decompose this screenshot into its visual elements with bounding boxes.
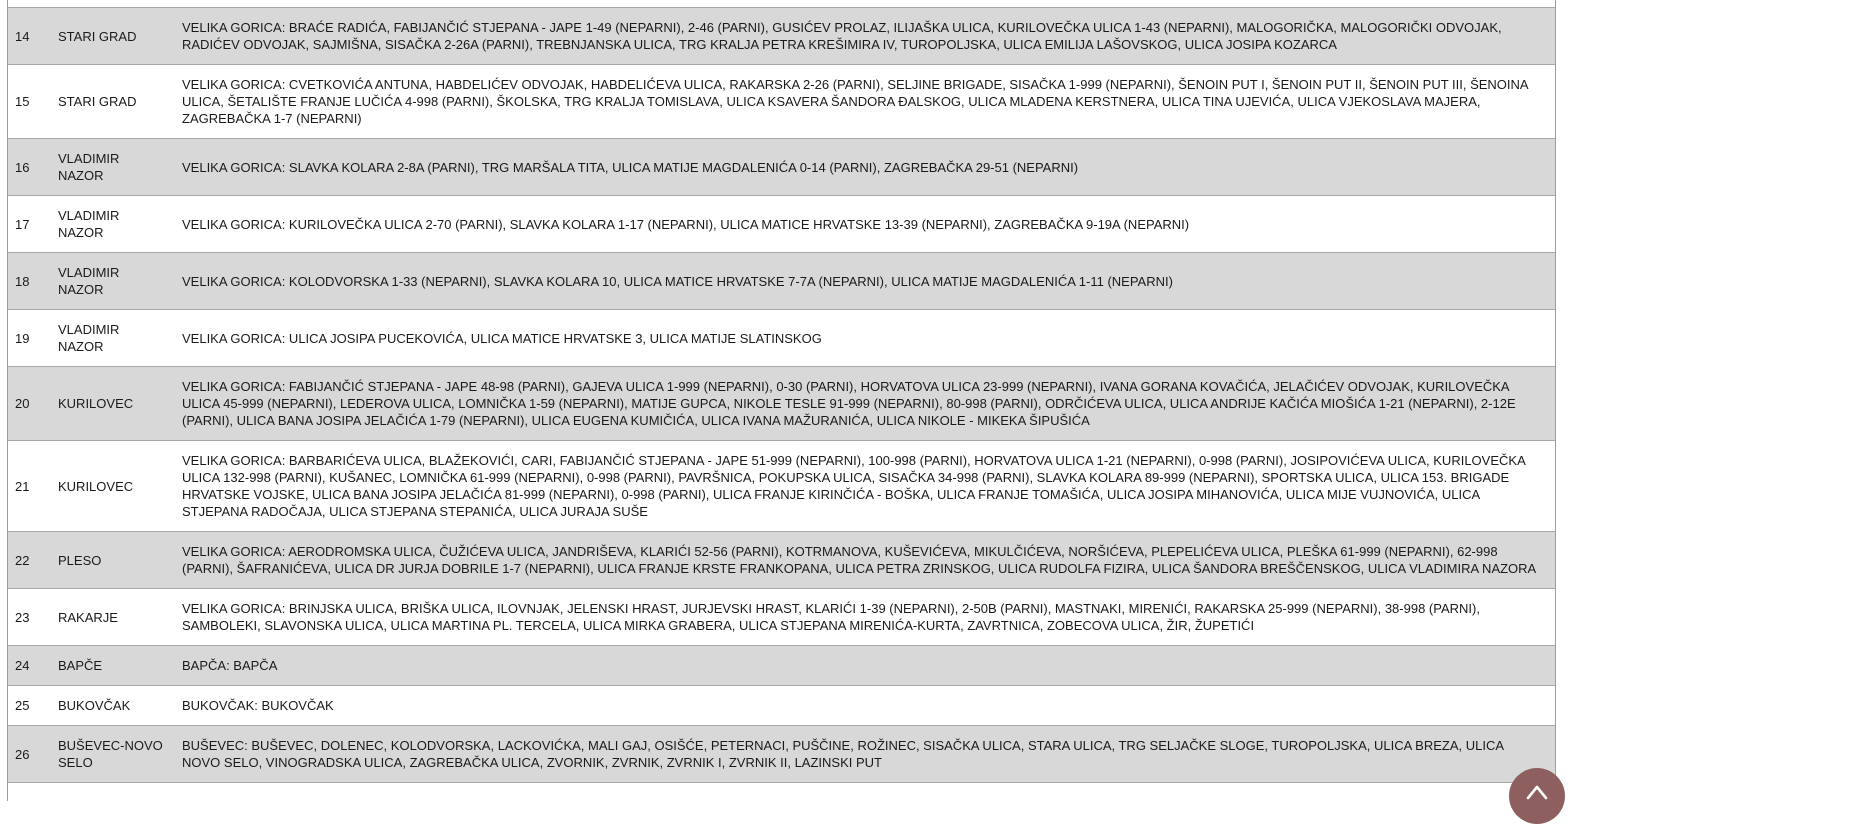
row-streets: VELIKA GORICA: FABIJANČIĆ STJEPANA - JAPE 48-98 (PARNI), GAJEVA ULICA 1-999 (NEPARNI), 0-30 (PARNI), HORVATOVA ULICA 23-999 (NEPARNI), IVANA GORANA KOVAČIĆA, JELAČIĆEV ODVOJAK, KURILOVEČKA ULICA 45-999 (NEPARNI), LEDEROVA ULICA, LOMNIČKA 1-59 (NEPARNI), MATIJE GUPCA, NIKOLE TESLE 91-999 (NEPARNI), 80-998 (PARNI), ODRČIĆEVA ULICA, ULICA ANDRIJE KAČIĆA MIOŠIĆA 1-21 (NEPARNI), 2-12E (PARNI), ULICA BANA JOSIPA JELAČIĆA 1-79 (NEPARNI), ULICA EUGENA KUMIČIĆA, ULICA IVANA MAŽURANIĆA, ULICA NIKOLE - MIKEKA ŠIPUŠIĆA xyxy=(182,379,1516,428)
table-row xyxy=(8,7,1555,64)
row-number: 14 xyxy=(15,28,30,44)
table-row xyxy=(8,440,1555,531)
row-number: 23 xyxy=(15,609,30,625)
table-row xyxy=(8,309,1555,366)
row-number: 22 xyxy=(15,552,30,568)
row-number: 24 xyxy=(15,658,30,673)
row-number: 21 xyxy=(15,478,30,494)
row-district: KURILOVEC xyxy=(58,478,134,494)
row-district: KURILOVEC xyxy=(58,396,134,411)
row-district: VLADIMIR NAZOR xyxy=(58,322,120,354)
row-streets: VELIKA GORICA: BRINJSKA ULICA, BRIŠKA ULICA, ILOVNJAK, JELENSKI HRAST, JURJEVSKI HRAST, KLARIĆI 1-39 (NEPARNI), 2-50B (PARNI), MASTNAKI, MIRENIĆI, RAKARSKA 25-999 (NEPARNI), 38-998 (PARNI), SAMBOLEKI, SLAVONSKA ULICA, ULICA MARTINA PL. TERCELA, ULICA MIRKA GRABERA, ULICA STJEPANA MIRENIĆA-KURTA, ZAVRTNICA, ZOBECOVA ULICA, ŽIR, ŽUPETIĆI xyxy=(182,601,1480,633)
precinct-table xyxy=(7,0,1556,801)
row-number: 17 xyxy=(15,216,30,232)
table-row xyxy=(8,252,1555,309)
table-row xyxy=(8,366,1555,440)
table-row xyxy=(8,195,1555,252)
row-district: BUŠEVEC-NOVO SELO xyxy=(58,738,163,770)
table-row xyxy=(8,645,1555,685)
chevron-up-icon xyxy=(1520,783,1554,809)
row-streets: VELIKA GORICA: AERODROMSKA ULICA, ČUŽIĆEVA ULICA, JANDRIŠEVA, KLARIĆI 52-56 (PARNI), KOTRMANOVA, KUŠEVIĆEVA, MIKULČIĆEVA, NORŠIĆEVA, PLEPELIĆEVA ULICA, PLEŠKA 61-999 (NEPARNI), 62-998 (PARNI), ŠAFRANIĆEVA, ULICA DR JURJA DOBRILE 1-7 (NEPARNI), ULICA FRANJE KRSTE FRANKOPANA, ULICA PETRA ZRINSKOG, ULICA RUDOLFA FIZIRA, ULICA ŠANDORA BREŠČENSKOG, ULICA VLADIMIRA NAZORA xyxy=(182,544,1537,576)
row-streets: VELIKA GORICA: BARBARIĆEVA ULICA, BLAŽEKOVIĆI, CARI, FABIJANČIĆ STJEPANA - JAPE 51-999 (NEPARNI), 100-998 (PARNI), HORVATOVA ULICA 1-21 (NEPARNI), 0-998 (PARNI), JOSIPOVIĆEVA ULICA, KURILOVEČKA ULICA 132-998 (PARNI), KUŠANEC, LOMNIČKA 61-999 (NEPARNI), 0-998 (PARNI), PAVRŠNICA, POKUPSKA ULICA, SISAČKA 34-998 (PARNI), SLAVKA KOLARA 89-999 (NEPARNI), SPORTSKA ULICA, ULICA 153. BRIGADE HRVATSKE VOJSKE, ULICA BANA JOSIPA JELAČIĆA 81-999 (NEPARNI), 0-998 (PARNI), ULICA FRANJE KIRINČIĆA - BOŠKA, ULICA FRANJE TOMAŠIĆA, ULICA JOSIPA MIHANOVIĆA, ULICA MIJE VUJNOVIĆA, ULICA STJEPANA RADOČAJA, ULICA STJEPANA STEPANIĆA, ULICA JURAJA SUŠE xyxy=(182,453,1526,519)
table-row xyxy=(8,64,1555,138)
row-number: 15 xyxy=(15,94,30,109)
row-district: BUKOVČAK xyxy=(58,698,131,713)
row-streets: VELIKA GORICA: ULICA JOSIPA PUCEKOVIĆA, ULICA MATICE HRVATSKE 3, ULICA MATIJE SLATINSKOG xyxy=(182,330,822,346)
row-district: VLADIMIR NAZOR xyxy=(58,208,120,240)
row-streets: VELIKA GORICA: KURILOVEČKA ULICA 2-70 (PARNI), SLAVKA KOLARA 1-17 (NEPARNI), ULICA MATICE HRVATSKE 13-39 (NEPARNI), ZAGREBAČKA 9-19A (NEPARNI) xyxy=(182,216,1190,232)
row-streets: VELIKA GORICA: CVETKOVIĆA ANTUNA, HABDELIĆEV ODVOJAK, HABDELIĆEVA ULICA, RAKARSKA 2-26 (PARNI), SELJINE BRIGADE, SISAČKA 1-999 (NEPARNI), ŠENOIN PUT I, ŠENOIN PUT II, ŠENOIN PUT III, ŠENOINA ULICA, ŠETALIŠTE FRANJE LUČIĆA 4-998 (PARNI), ŠKOLSKA, TRG KRALJA TOMISLAVA, ULICA KSAVERA ŠANDORA ĐALSKOG, ULICA MLADENA KERSTNERA, ULICA TINA UJEVIĆA, ULICA VJEKOSLAVA MAJERA, ZAGREBAČKA 1-7 (NEPARNI) xyxy=(182,77,1528,126)
row-streets: VELIKA GORICA: SLAVKA KOLARA 2-8A (PARNI), TRG MARŠALA TITA, ULICA MATIJE MAGDALENIĆA 0-14 (PARNI), ZAGREBAČKA 29-51 (NEPARNI) xyxy=(182,159,1079,175)
table-row xyxy=(8,725,1555,783)
row-district: VLADIMIR NAZOR xyxy=(58,151,120,183)
row-number: 19 xyxy=(15,330,30,346)
row-streets: VELIKA GORICA: KOLODVORSKA 1-33 (NEPARNI), SLAVKA KOLARA 10, ULICA MATICE HRVATSKE 7-7A (NEPARNI), ULICA MATIJE MAGDALENIĆA 1-11 (NEPARNI) xyxy=(182,273,1173,289)
row-district: STARI GRAD xyxy=(58,28,137,44)
row-number: 25 xyxy=(15,698,30,713)
row-streets: BUKOVČAK: BUKOVČAK xyxy=(182,698,334,713)
row-streets: BUŠEVEC: BUŠEVEC, DOLENEC, KOLODVORSKA, LACKOVIĆKA, MALI GAJ, OSIŠĆE, PETERNACI, PUŠČINE, ROŽINEC, SISAČKA ULICA, STARA ULICA, TRG SELJAČKE SLOGE, TUROPOLJSKA, ULICA BREZA, ULICA NOVO SELO, VINOGRADSKA ULICA, ZAGREBAČKA ULICA, ZVORNIK, ZVRNIK, ZVRNIK I, ZVRNIK II, LAZINSKI PUT xyxy=(182,738,1504,770)
row-number: 16 xyxy=(15,159,30,175)
table-row xyxy=(8,588,1555,645)
scroll-to-top-button[interactable] xyxy=(1509,768,1565,824)
row-district: STARI GRAD xyxy=(58,94,137,109)
row-district: VLADIMIR NAZOR xyxy=(58,265,120,297)
row-number: 18 xyxy=(15,273,30,289)
row-streets: VELIKA GORICA: BRAĆE RADIĆA, FABIJANČIĆ STJEPANA - JAPE 1-49 (NEPARNI), 2-46 (PARNI), GUSIĆEV PROLAZ, ILIJAŠKA ULICA, KURILOVEČKA ULICA 1-43 (NEPARNI), MALOGORIČKA, MALOGORIČKI ODVOJAK, RADIĆEV ODVOJAK, SAJMIŠNA, SISAČKA 2-26A (PARNI), TREBNJANSKA ULICA, TRG KRALJA PETRA KREŠIMIRA IV, TUROPOLJSKA, ULICA EMILIJA LAŠOVSKOG, ULICA JOSIPA KOZARCA xyxy=(182,20,1502,52)
table-top-partial-row xyxy=(8,0,1555,7)
row-number: 20 xyxy=(15,396,30,411)
row-district: PLESO xyxy=(58,552,102,568)
table-row xyxy=(8,531,1555,588)
table-row xyxy=(8,138,1555,195)
row-district: BAPČE xyxy=(58,658,103,673)
row-number: 26 xyxy=(15,746,30,762)
row-streets: BAPČA: BAPČA xyxy=(182,658,278,673)
table-rows xyxy=(8,7,1555,783)
table-row xyxy=(8,685,1555,725)
row-district: RAKARJE xyxy=(58,609,118,625)
